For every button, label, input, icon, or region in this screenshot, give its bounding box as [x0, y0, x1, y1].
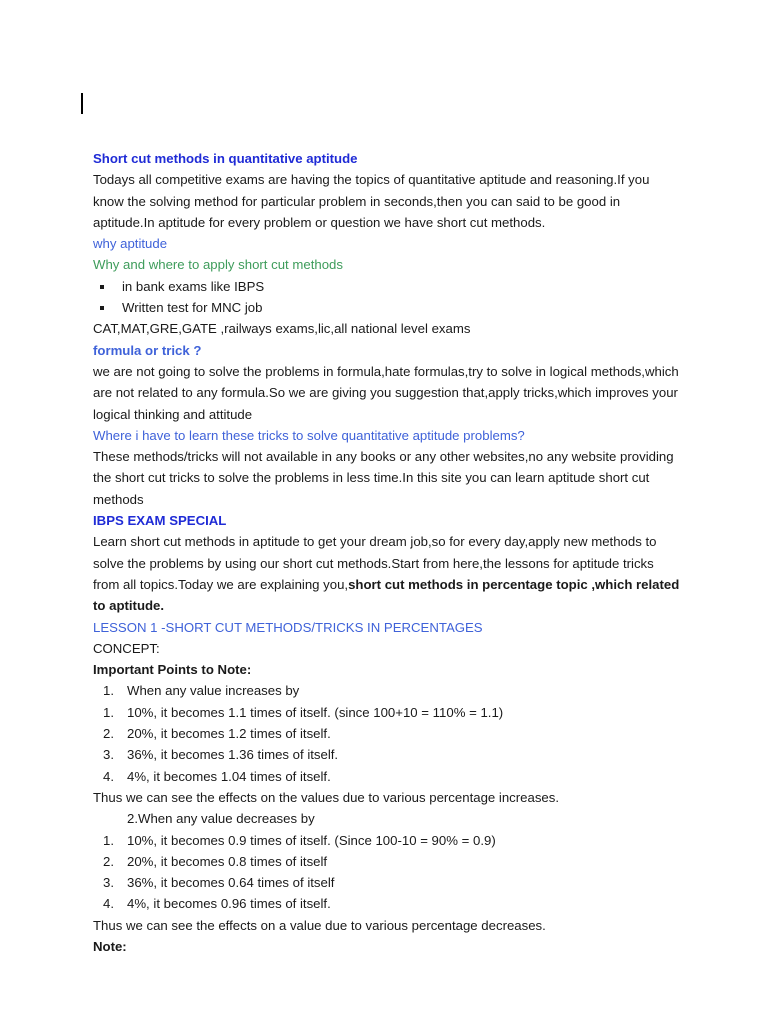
exams-line: CAT,MAT,GRE,GATE ,railways exams,lic,all national level exams — [93, 321, 471, 337]
list-item — [93, 830, 683, 851]
lesson-heading: LESSON 1 -SHORT CUT METHODS/TRICKS IN PERCENTAGES — [93, 619, 483, 635]
ibps-text: Learn short cut methods in aptitude to get your dream job,so for every day,apply new methods to solve the problems by using our short cut methods.Start from here,the lessons for aptitude tricks from all topics.Today we are explaining you, — [93, 534, 657, 592]
why-where-heading: Why and where to apply short cut methods — [93, 257, 343, 273]
page-title: Short cut methods in quantitative aptitude — [93, 151, 358, 166]
item-number: 1. — [103, 832, 114, 848]
concept-label: CONCEPT: — [93, 640, 160, 656]
intro-paragraph: Todays all competitive exams are having the topics of quantitative aptitude and reasoning.If you know the solving method for particular problem in seconds,then you can said to be good in aptitude.In aptitude for every problem or question we have short cut methods. — [93, 172, 650, 230]
decrease-intro: 2.When any value decreases by — [127, 811, 315, 827]
item-number: 1. — [103, 683, 114, 699]
increase-summary: Thus we can see the effects on the values due to various percentage increases. — [93, 789, 559, 805]
item-number: 4. — [103, 896, 114, 912]
decrease-list — [93, 830, 683, 915]
item-number: 4. — [103, 768, 114, 784]
where-learn-heading: Where i have to learn these tricks to solve quantitative aptitude problems? — [93, 427, 525, 443]
item-text: 4%, it becomes 0.96 times of itself. — [127, 896, 331, 912]
item-text: 20%, it becomes 0.8 times of itself — [127, 853, 328, 869]
list-item — [93, 851, 683, 872]
exam-bullet-list — [93, 276, 683, 319]
why-aptitude-link[interactable]: why aptitude — [93, 236, 168, 252]
where-learn-paragraph: These methods/tricks will not available in any books or any other websites,no any website providing the short cut tricks to solve the problems in less time.In this site you can learn aptitude short cut methods — [93, 449, 674, 507]
ibps-heading: IBPS EXAM SPECIAL — [93, 513, 227, 529]
list-item — [93, 744, 683, 765]
item-number: 3. — [103, 875, 114, 891]
ibps-text-bold: short cut methods in percentage topic ,which related to aptitude. — [93, 576, 680, 614]
list-item — [93, 723, 683, 744]
text-cursor — [81, 93, 83, 114]
item-text: When any value increases by — [127, 683, 300, 699]
list-item: in bank exams like IBPS — [93, 276, 683, 297]
item-text: 4%, it becomes 1.04 times of itself. — [127, 768, 331, 784]
list-item — [93, 766, 683, 787]
item-number: 2. — [103, 853, 114, 869]
increase-list — [93, 680, 683, 786]
list-item — [93, 702, 683, 723]
list-item — [93, 893, 683, 914]
note-label: Note: — [93, 938, 127, 954]
item-number: 1. — [103, 704, 114, 720]
item-number: 3. — [103, 747, 114, 763]
formula-paragraph: we are not going to solve the problems in formula,hate formulas,try to solve in logical methods,which are not related to any formula.So we are giving you suggestion that,apply tricks,which improves your logical thinking and attitude — [93, 363, 679, 422]
document-body — [93, 148, 683, 957]
item-text: 10%, it becomes 0.9 times of itself. (Since 100-10 = 90% = 0.9) — [127, 832, 496, 848]
item-text: 36%, it becomes 1.36 times of itself. — [127, 747, 339, 763]
ibps-paragraph — [93, 531, 683, 616]
formula-heading: formula or trick ? — [93, 342, 202, 358]
list-item — [93, 872, 683, 893]
important-points-heading: Important Points to Note: — [93, 662, 252, 678]
item-number: 2. — [103, 726, 114, 742]
item-text: 10%, it becomes 1.1 times of itself. (since 100+10 = 110% = 1.1) — [127, 704, 504, 720]
item-text: 20%, it becomes 1.2 times of itself. — [127, 726, 331, 742]
item-text: 36%, it becomes 0.64 times of itself — [127, 875, 335, 891]
list-item: Written test for MNC job — [93, 297, 683, 318]
list-item — [93, 680, 683, 701]
decrease-summary: Thus we can see the effects on a value due to various percentage decreases. — [93, 917, 546, 933]
